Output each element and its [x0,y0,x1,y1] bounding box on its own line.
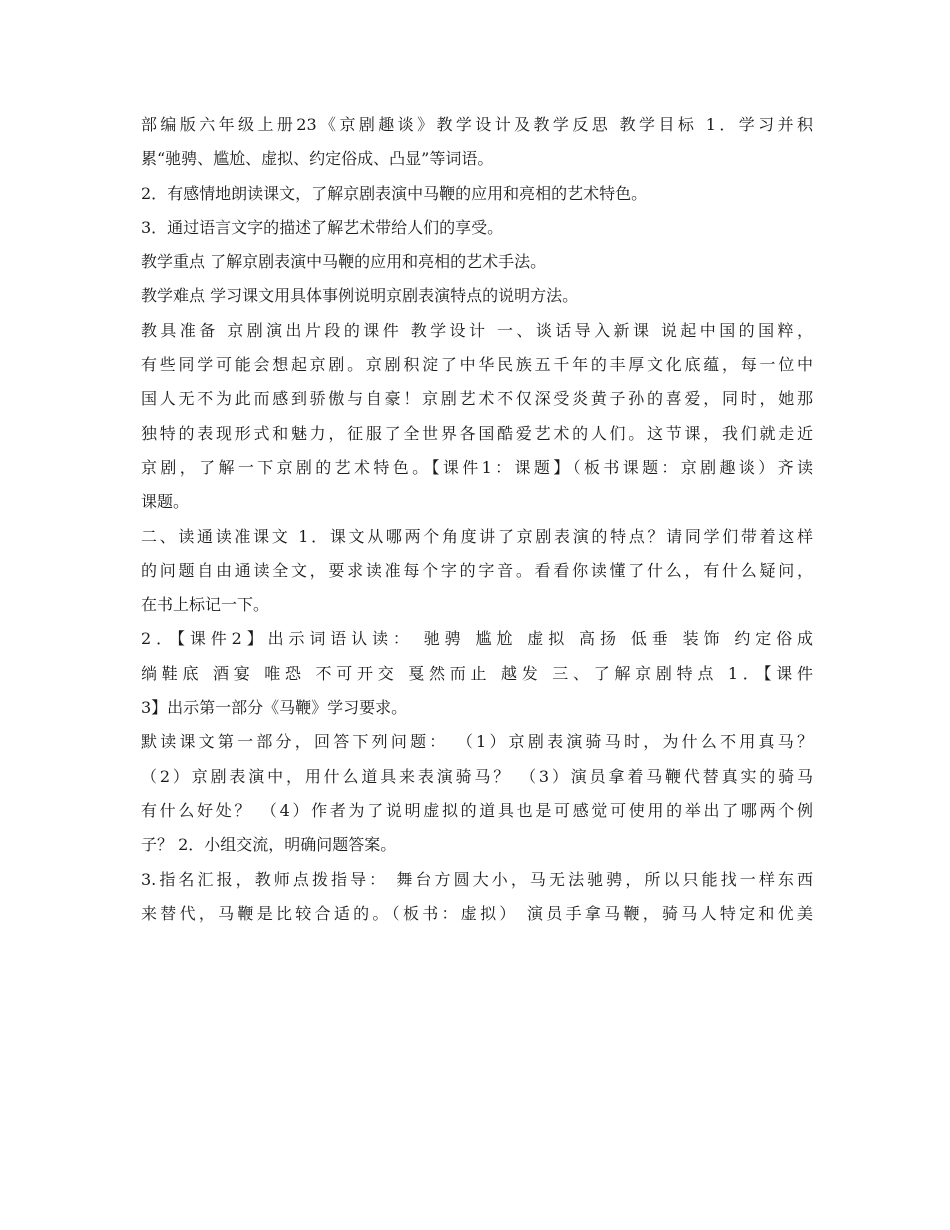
text-line: 京剧，了解一下京剧的艺术特色。【课件1：课题】（板书课题：京剧趣谈）齐读 [141,457,813,477]
text-line: 教学难点 学习课文用具体事例说明京剧表演特点的说明方法。 [141,286,579,306]
text-line: 二、读通读准课文 1．课文从哪两个角度讲了京剧表演的特点？请同学们带着这样 [141,526,813,546]
text-line: 的问题自由通读全文，要求读准每个字的字音。看看你读懂了什么，有什么疑问， [141,560,813,580]
text-line: 来替代，马鞭是比较合适的。（板书：虚拟） 演员手拿马鞭，骑马人特定和优美 [141,903,813,923]
text-line: 在书上标记一下。 [141,595,270,615]
text-line: （2）京剧表演中，用什么道具来表演骑马？ （3）演员拿着马鞭代替真实的骑马 [141,766,813,786]
text-line: 课题。 [141,492,190,512]
text-line: 2．有感情地朗读课文，了解京剧表演中马鞭的应用和亮相的艺术特色。 [141,183,648,203]
text-line: 3】出示第一部分《马鞭》学习要求。 [141,698,408,718]
document-body [141,108,813,931]
text-line: 教具准备 京剧演出片段的课件 教学设计 一、谈话导入新课 说起中国的国粹， [141,320,813,340]
text-line: 教学重点 了解京剧表演中马鞭的应用和亮相的艺术手法。 [141,252,547,272]
text-line: 累“驰骋、尴尬、虚拟、约定俗成、凸显”等词语。 [141,149,494,169]
text-line: 有些同学可能会想起京剧。京剧积淀了中华民族五千年的丰厚文化底蕴，每一位中 [141,355,813,375]
text-line: 2．【课件2】出示词语认读： 驰骋 尴尬 虚拟 高扬 低垂 装饰 约定俗成 [141,629,813,649]
text-line: 部编版六年级上册23《京剧趣谈》教学设计及教学反思 教学目标 1．学习并积 [141,115,813,134]
text-line: 默读课文第一部分，回答下列问题： （1）京剧表演骑马时，为什么不用真马？ [141,732,813,752]
text-line: 3.指名汇报，教师点拨指导： 舞台方圆大小，马无法驰骋，所以只能找一样东西 [141,869,813,889]
text-line: 3．通过语言文字的描述了解艺术带给人们的享受。 [141,217,504,237]
text-line: 国人无不为此而感到骄傲与自豪！京剧艺术不仅深受炎黄子孙的喜爱，同时，她那 [141,389,813,409]
text-line: 有什么好处？ （4）作者为了说明虚拟的道具也是可感觉可使用的举出了哪两个例 [141,800,813,820]
text-line: 绱鞋底 酒宴 唯恐 不可开交 戛然而止 越发 三、了解京剧特点 1．【课件 [141,663,813,683]
text-line: 独特的表现形式和魅力，征服了全世界各国酷爱艺术的人们。这节课，我们就走近 [141,423,813,443]
text-line: 子？ 2．小组交流，明确问题答案。 [141,835,397,855]
